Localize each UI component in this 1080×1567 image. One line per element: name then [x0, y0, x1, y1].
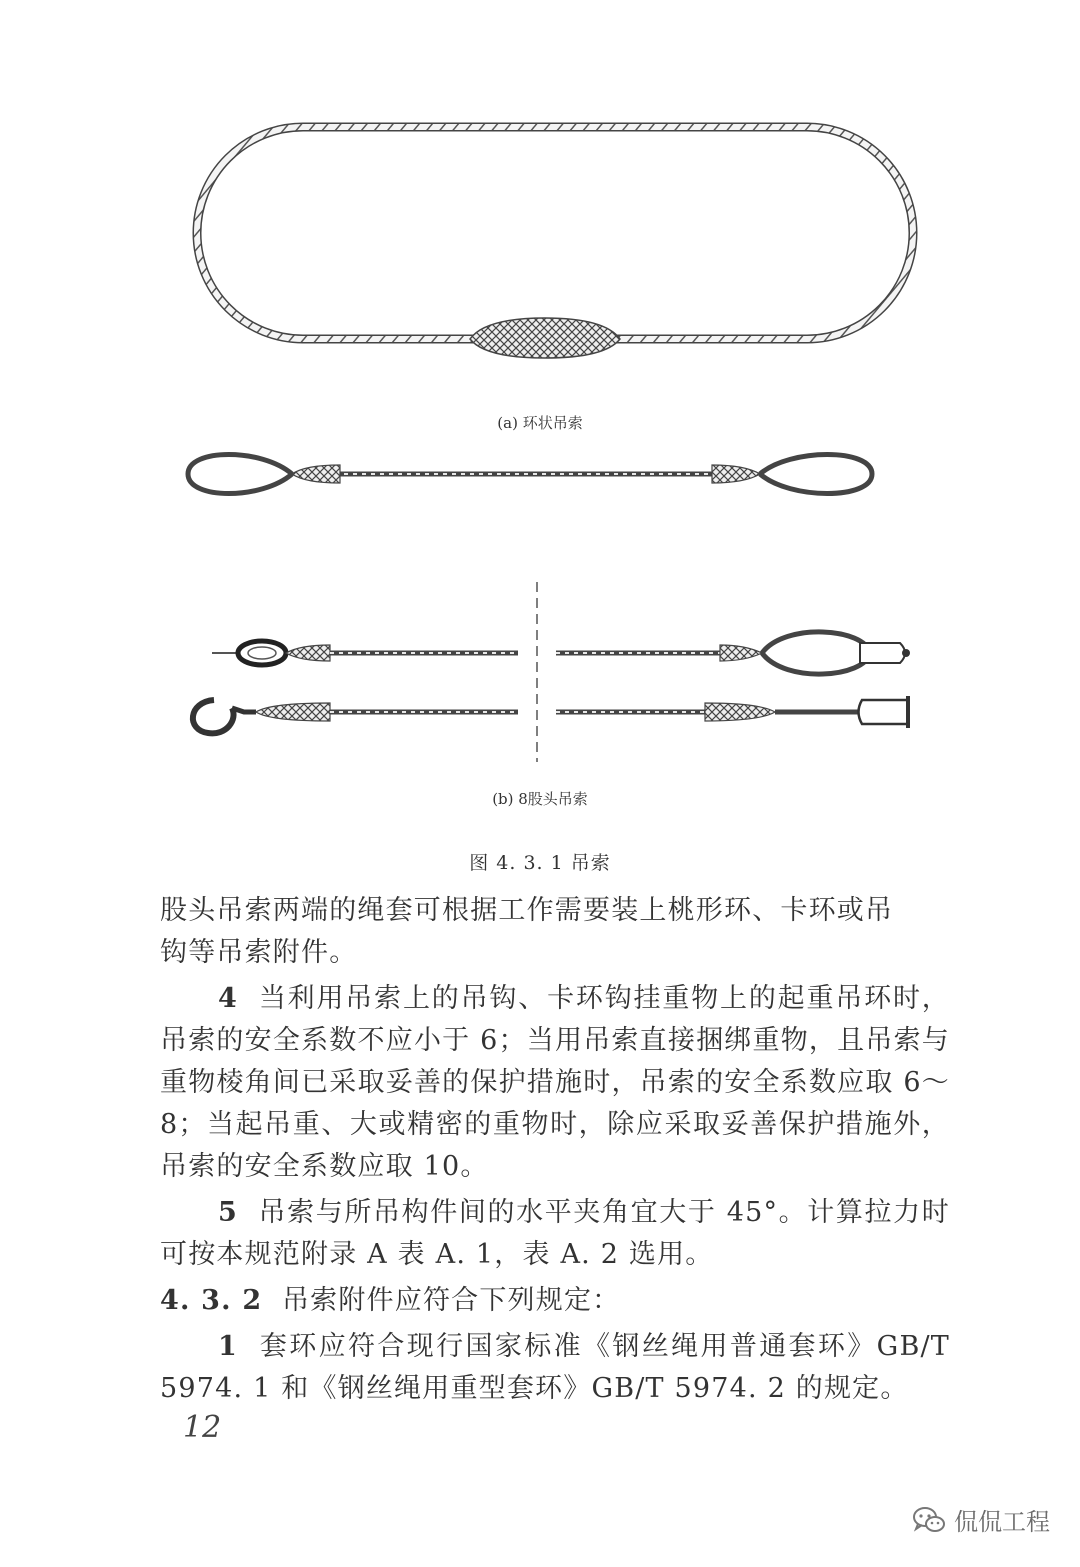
shackle	[860, 643, 905, 663]
watermark	[912, 1502, 1050, 1537]
paragraph-1-line-1: 股头吊索两端的绳套可根据工作需要装上桃形环、卡环或吊	[160, 895, 894, 926]
wechat-icon	[912, 1505, 946, 1535]
caption-b: (b) 8股头吊索	[492, 790, 588, 808]
endless-sling	[197, 127, 913, 358]
hook	[193, 700, 234, 733]
paragraph-item-1	[160, 1326, 950, 1410]
paragraph-1-line-2: 钩等吊索附件。	[160, 937, 358, 968]
caption-a: (a) 环状吊索	[497, 414, 583, 432]
eye-sling	[188, 455, 872, 494]
watermark-text: 侃侃工程	[954, 1508, 1050, 1536]
clevis	[859, 700, 909, 724]
item-text: 套环应符合现行国家标准《钢丝绳用普通套环》GB/T 5974. 1 和《钢丝绳用重型套环》GB/T 5974. 2 的规定。	[160, 1331, 950, 1404]
figure-caption: 图 4. 3. 1 吊索	[469, 852, 611, 874]
hook-clevis-sling	[193, 696, 908, 733]
body-text	[160, 890, 950, 1410]
item-text: 当利用吊索上的吊钩、卡环钩挂重物上的起重吊环时，吊索的安全系数不应小于 6；当用吊索直接捆绑重物，且吊索与重物棱角间已采取妥善的保护措施时，吊索的安全系数应取 6～8；当起吊重、大或精密的重物时，除应采取妥善保护措施外，吊索的安全系数应取 10。	[160, 983, 950, 1182]
item-text: 吊索与所吊构件间的水平夹角宜大于 45°。计算拉力时可按本规范附录 A 表 A. 1，表 A. 2 选用。	[160, 1197, 950, 1270]
section-4-3-2	[160, 1280, 950, 1322]
item-number: 4	[218, 983, 238, 1014]
page-number: 12	[183, 1410, 222, 1445]
section-number: 4. 3. 2	[160, 1285, 263, 1316]
paragraph-item-4	[160, 978, 950, 1188]
paragraph-item-5	[160, 1192, 950, 1276]
thimble-shackle-sling	[212, 632, 910, 674]
item-number: 1	[218, 1331, 238, 1362]
section-text: 吊索附件应符合下列规定：	[281, 1285, 621, 1316]
paragraph-1	[160, 890, 950, 974]
item-number: 5	[218, 1197, 238, 1228]
splice-sleeve	[470, 318, 620, 358]
